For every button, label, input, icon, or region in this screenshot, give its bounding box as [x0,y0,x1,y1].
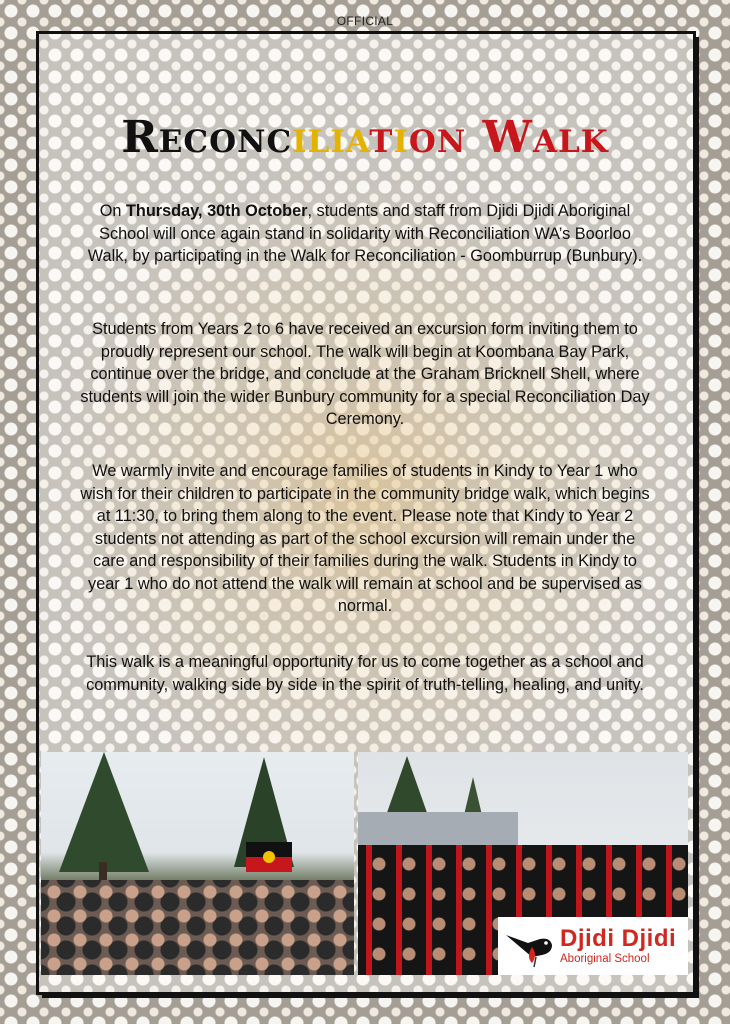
logo-subtitle: Aboriginal School [560,953,650,965]
title-part-4: i [393,112,409,163]
intro-lead: On [99,202,126,220]
crowd [41,880,354,975]
intro-rest: , students and staff from Djidi Djidi Aboriginal School will once again stand in solidarity with Reconciliation WA’s Boorloo Walk, by participating in the Walk for Reconciliation - Goomburrup (Bunbury). [87,202,643,265]
paragraph-intro [80,200,650,268]
logo-name: Djidi Djidi [560,925,677,952]
paragraph-closing: This walk is a meaningful opportunity for us to come together as a school and community, walking side by side in the spirit of truth-telling, healing, and unity. [86,653,644,694]
title-part-3: t [369,112,394,163]
paragraph-excursion: Students from Years 2 to 6 have received an excursion form inviting them to proudly represent our school. The walk will begin at Koombana Bay Park, continue over the bridge, and conclude at the Graham Bricknell Shell, where students will join the wider Bunbury community for a special Reconciliation Day Ceremony. [80,320,650,428]
pine-tree-left [49,752,159,882]
photo-crowd-walk [41,752,354,975]
event-date: Thursday, 30th October [125,202,308,220]
title-part-5: on Walk [408,112,609,163]
willie-wagtail-icon [502,921,558,971]
title-part-2: ilia [292,112,370,163]
title-part-1: Reconc [121,112,293,163]
aboriginal-flag [246,842,292,872]
school-logo [498,917,688,975]
paragraph-families: We warmly invite and encourage families of students in Kindy to Year 1 who wish for their children to participate in the community bridge walk, which begins at 11:30, to bring them along to the event. Please note that Kindy to Year 2 students not attending as part of the school excursion will remain under the care and responsibility of their families during the walk. Students in Kindy to year 1 who do not attend the walk will remain at school and be supervised as normal. [80,462,650,615]
flyer-title [0,112,730,163]
classification-label: OFFICIAL [336,14,394,28]
